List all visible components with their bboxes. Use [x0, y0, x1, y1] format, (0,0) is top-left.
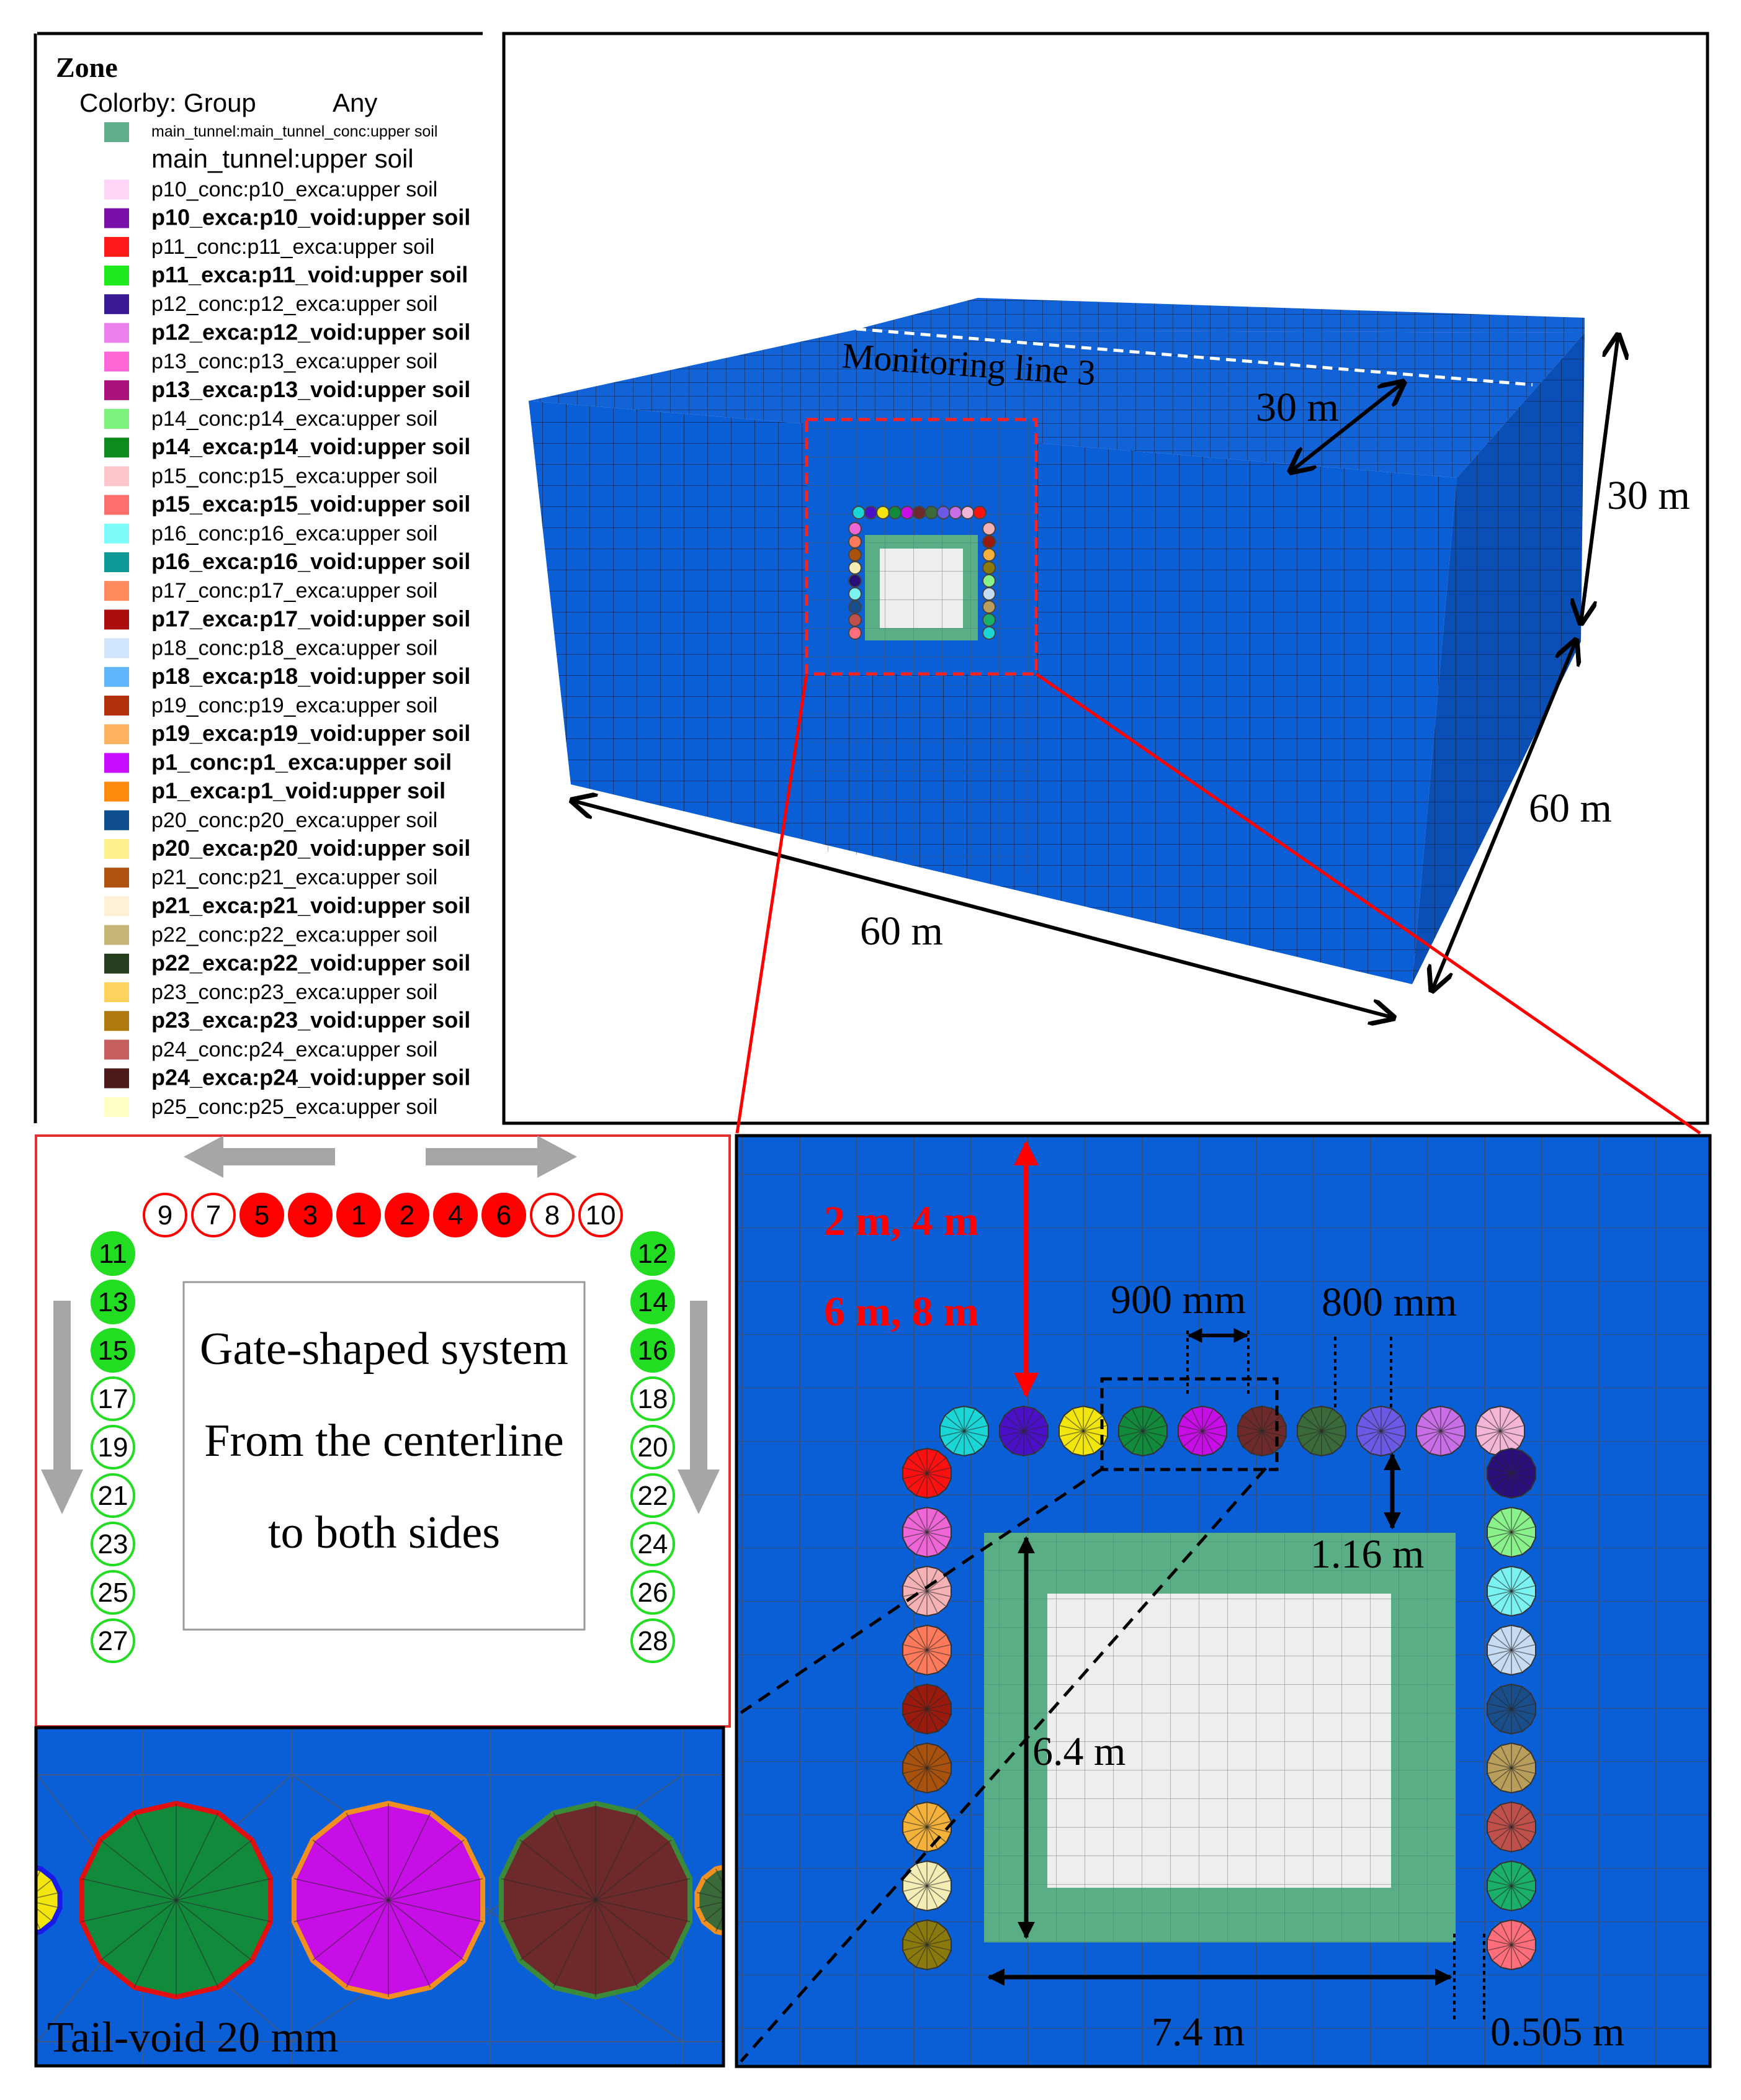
legend-item-label: p25_conc:p25_exca:upper soil — [151, 1095, 438, 1119]
detail-pipe — [1417, 1406, 1465, 1456]
monitoring-line-label: Monitoring line 3 — [841, 335, 1097, 393]
legend-swatch — [104, 209, 129, 228]
detail-pipe — [903, 1507, 951, 1557]
detail-panel — [736, 1136, 1710, 2066]
mini-pipe — [849, 614, 861, 626]
pipe-number-label: 26 — [637, 1577, 668, 1608]
legend-swatch — [104, 524, 129, 544]
mini-pipe — [849, 536, 861, 548]
mini-pipe — [913, 506, 926, 519]
mini-pipe — [983, 588, 995, 600]
mini-pipe — [983, 601, 995, 613]
mini-pipe — [849, 575, 861, 587]
tailvoid-pipe-partial — [0, 1865, 60, 1935]
legend-swatch — [104, 696, 129, 716]
tunnel-inside-small — [880, 549, 963, 628]
mini-pipe — [889, 506, 902, 519]
dim-label-side: 60 m — [1529, 786, 1612, 831]
detail-pipe — [903, 1625, 951, 1675]
legend-item-label: p24_conc:p24_exca:upper soil — [151, 1038, 438, 1062]
detail-pipe — [1238, 1406, 1286, 1456]
pipe-number-label: 24 — [637, 1529, 668, 1559]
scheme-text-line1: Gate-shaped system — [200, 1324, 568, 1375]
legend-item-label: p11_conc:p11_exca:upper soil — [151, 235, 435, 259]
detail-pipe — [940, 1406, 988, 1456]
mini-pipe — [983, 627, 995, 639]
legend-item-label: p10_exca:p10_void:upper soil — [151, 204, 471, 230]
pipe-number-label: 17 — [97, 1384, 128, 1414]
pipe-number-label: 21 — [97, 1481, 128, 1511]
legend-swatch — [104, 896, 129, 916]
legend-swatch — [104, 1069, 129, 1088]
tailvoid-pipe-green — [82, 1803, 271, 1997]
pipe-number-label: 12 — [637, 1239, 668, 1269]
mini-pipe — [877, 506, 889, 519]
detail-pipe — [1487, 1920, 1536, 1970]
mini-pipe — [983, 575, 995, 587]
mini-pipe — [849, 627, 861, 639]
pipe-number-label: 25 — [97, 1577, 128, 1608]
detail-pipe — [903, 1920, 951, 1970]
legend-item-label: p18_conc:p18_exca:upper soil — [151, 636, 438, 660]
scheme-text-line2: From the centerline — [204, 1416, 564, 1466]
legend-item-label: p17_exca:p17_void:upper soil — [151, 606, 471, 632]
legend-swatch — [104, 437, 129, 457]
tailvoid-pipes — [0, 1803, 765, 1997]
mini-pipe — [849, 523, 861, 535]
mini-pipe — [849, 601, 861, 613]
pipe-number-label: 6 — [496, 1200, 512, 1231]
legend-swatch — [104, 982, 129, 1002]
gap-label: 1.16 m — [1310, 1532, 1425, 1577]
pipe-number-label: 28 — [637, 1626, 668, 1656]
detail-pipe — [1487, 1743, 1536, 1793]
cover-depth-label-2: 6 m, 8 m — [824, 1288, 979, 1335]
legend-swatch — [104, 609, 129, 629]
legend-item-label: p20_conc:p20_exca:upper soil — [151, 808, 438, 832]
pipe-number-label: 9 — [157, 1200, 173, 1231]
legend-item-label: p14_exca:p14_void:upper soil — [151, 434, 471, 460]
detail-pipe — [1487, 1861, 1536, 1911]
pipe-number-label: 22 — [637, 1481, 668, 1511]
legend-swatch — [104, 581, 129, 601]
detail-pipe — [903, 1684, 951, 1734]
mini-pipe — [973, 506, 986, 519]
detail-pipe — [1297, 1406, 1346, 1456]
legend-item-label: p13_conc:p13_exca:upper soil — [151, 349, 438, 374]
legend-swatch — [104, 782, 129, 802]
legend-items — [104, 122, 470, 1119]
legend-item-label: main_tunnel:upper soil — [151, 144, 414, 174]
legend-swatch — [104, 294, 129, 314]
tailvoid-panel — [0, 1728, 765, 2066]
detail-pipe — [1487, 1566, 1536, 1616]
legend-swatch — [104, 868, 129, 887]
legend-any: Any — [333, 88, 378, 117]
legend-item-label: p19_conc:p19_exca:upper soil — [151, 694, 438, 717]
legend-swatch — [104, 1097, 129, 1117]
detail-pipe — [1059, 1406, 1108, 1456]
legend-swatch — [104, 323, 129, 343]
legend-swatch — [104, 179, 129, 199]
legend-item-label: p16_exca:p16_void:upper soil — [151, 549, 471, 574]
pipe-number-label: 19 — [97, 1432, 128, 1463]
legend-swatch — [104, 409, 129, 429]
legend-swatch — [104, 151, 129, 171]
legend-swatch — [104, 466, 129, 486]
detail-pipe — [903, 1448, 951, 1498]
mini-pipe — [983, 614, 995, 626]
detail-pipe — [903, 1743, 951, 1793]
legend-swatch — [104, 380, 129, 400]
pipe-number-label: 14 — [637, 1287, 668, 1317]
legend-item-label: p1_exca:p1_void:upper soil — [151, 778, 446, 804]
pipe-number-label: 4 — [447, 1200, 463, 1231]
legend-item-label: p18_exca:p18_void:upper soil — [151, 663, 471, 689]
legend-swatch — [104, 352, 129, 372]
mini-pipe — [849, 588, 861, 600]
pipe-number-label: 13 — [97, 1287, 128, 1317]
detail-pipe — [1119, 1406, 1167, 1456]
pipe-number-label: 27 — [97, 1626, 128, 1656]
pipe-number-label: 7 — [205, 1200, 222, 1231]
detail-pipe — [903, 1861, 951, 1911]
legend-item-label: p11_exca:p11_void:upper soil — [151, 262, 468, 287]
legend-swatch — [104, 954, 129, 974]
legend-swatch — [104, 552, 129, 572]
refined-mesh-band — [807, 670, 1036, 874]
mini-pipe — [853, 506, 865, 519]
legend-item-label: p17_conc:p17_exca:upper soil — [151, 579, 438, 603]
legend-item-label: p24_exca:p24_void:upper soil — [151, 1064, 471, 1090]
legend-swatch — [104, 925, 129, 945]
mini-pipe — [849, 549, 861, 561]
pipe-number-label: 16 — [637, 1335, 668, 1366]
pipe-number-label: 20 — [637, 1432, 668, 1463]
legend-item-label: p22_conc:p22_exca:upper soil — [151, 923, 438, 947]
legend-item-label: p15_conc:p15_exca:upper soil — [151, 464, 438, 488]
dim-label-height: 30 m — [1607, 473, 1690, 518]
legend-swatch — [104, 1011, 129, 1031]
mini-pipe — [983, 562, 995, 574]
detail-pipe — [903, 1802, 951, 1852]
detail-pipe — [1487, 1625, 1536, 1675]
dim-label-front: 60 m — [860, 909, 943, 954]
detail-pipe — [1476, 1406, 1524, 1456]
detail-pipe — [903, 1566, 951, 1616]
legend-swatch — [104, 237, 129, 257]
tailvoid-label: Tail-void 20 mm — [47, 2014, 339, 2062]
pipe-number-label: 1 — [351, 1200, 367, 1231]
legend-item-label: p22_exca:p22_void:upper soil — [151, 949, 471, 976]
legend-swatch — [104, 266, 129, 285]
detail-pipe — [1487, 1507, 1536, 1557]
legend-swatch — [104, 724, 129, 744]
height-label: 6.4 m — [1032, 1729, 1126, 1774]
legend-item-label: p23_conc:p23_exca:upper soil — [151, 980, 438, 1004]
legend-item-label: p13_exca:p13_void:upper soil — [151, 376, 471, 402]
legend-swatch — [104, 639, 129, 658]
model-panel — [504, 34, 1707, 1133]
legend-item-label: p12_conc:p12_exca:upper soil — [151, 292, 438, 316]
cover-depth-label-1: 2 m, 4 m — [824, 1197, 979, 1244]
legend-swatch — [104, 810, 129, 830]
legend-item-label: p20_exca:p20_void:upper soil — [151, 835, 471, 861]
legend-swatch — [104, 667, 129, 687]
dim-label-depth: 30 m — [1256, 385, 1339, 430]
diameter-label: 800 mm — [1322, 1280, 1457, 1325]
scheme-text-line3: to both sides — [267, 1507, 501, 1558]
pipe-number-label: 8 — [544, 1200, 560, 1231]
legend-item-label: p19_exca:p19_void:upper soil — [151, 720, 471, 747]
detail-pipe — [1487, 1802, 1536, 1852]
detail-pipe — [1487, 1684, 1536, 1734]
mini-pipe — [901, 506, 913, 519]
legend-item-label: p12_exca:p12_void:upper soil — [151, 319, 471, 345]
thickness-label: 0.505 m — [1490, 2009, 1625, 2055]
legend-item-label: p16_conc:p16_exca:upper soil — [151, 521, 438, 545]
legend-title: Zone — [56, 52, 118, 83]
mini-pipe — [865, 506, 877, 519]
pipe-number-label: 10 — [585, 1200, 616, 1231]
legend-colorby: Colorby: Group — [79, 88, 256, 117]
pipe-number-label: 5 — [254, 1200, 270, 1231]
legend-item-label: main_tunnel:main_tunnel_conc:upper soil — [151, 123, 438, 140]
width-label: 7.4 m — [1152, 2009, 1245, 2055]
mini-pipe — [983, 549, 995, 561]
mini-pipe — [949, 506, 962, 519]
detail-pipe — [1357, 1406, 1405, 1456]
legend-item-label: p14_conc:p14_exca:upper soil — [151, 407, 438, 431]
mini-pipe — [983, 523, 995, 535]
legend-item-label: p10_conc:p10_exca:upper soil — [151, 177, 438, 202]
mini-pipe — [925, 506, 938, 519]
tailvoid-pipe-purple — [294, 1803, 483, 1997]
mini-pipe — [983, 536, 995, 548]
mini-pipe — [962, 506, 974, 519]
pipe-number-label: 3 — [302, 1200, 318, 1231]
legend-panel — [35, 34, 483, 1123]
pipe-number-label: 11 — [99, 1239, 127, 1269]
legend-swatch — [104, 495, 129, 515]
legend-swatch — [104, 839, 129, 859]
detail-pipe — [1178, 1406, 1227, 1456]
legend-item-label: p21_exca:p21_void:upper soil — [151, 892, 471, 918]
pipe-number-label: 15 — [97, 1335, 128, 1366]
legend-item-label: p23_exca:p23_void:upper soil — [151, 1007, 471, 1033]
legend-swatch — [104, 1039, 129, 1059]
legend-item-label: p15_exca:p15_void:upper soil — [151, 491, 471, 517]
pipe-number-label: 2 — [399, 1200, 415, 1231]
mini-pipe — [938, 506, 950, 519]
spacing-label: 900 mm — [1111, 1277, 1246, 1322]
detail-pipe — [1000, 1406, 1048, 1456]
tailvoid-pipe-brown — [501, 1803, 690, 1997]
scheme-panel — [36, 1136, 730, 1726]
legend-swatch — [104, 122, 129, 142]
mini-pipe — [849, 562, 861, 574]
pipe-number-label: 23 — [97, 1529, 128, 1559]
legend-item-label: p1_conc:p1_exca:upper soil — [151, 749, 452, 775]
pipe-number-label: 18 — [637, 1384, 668, 1414]
legend-item-label: p21_conc:p21_exca:upper soil — [151, 866, 438, 890]
legend-swatch — [104, 753, 129, 773]
detail-pipe — [1487, 1448, 1536, 1498]
